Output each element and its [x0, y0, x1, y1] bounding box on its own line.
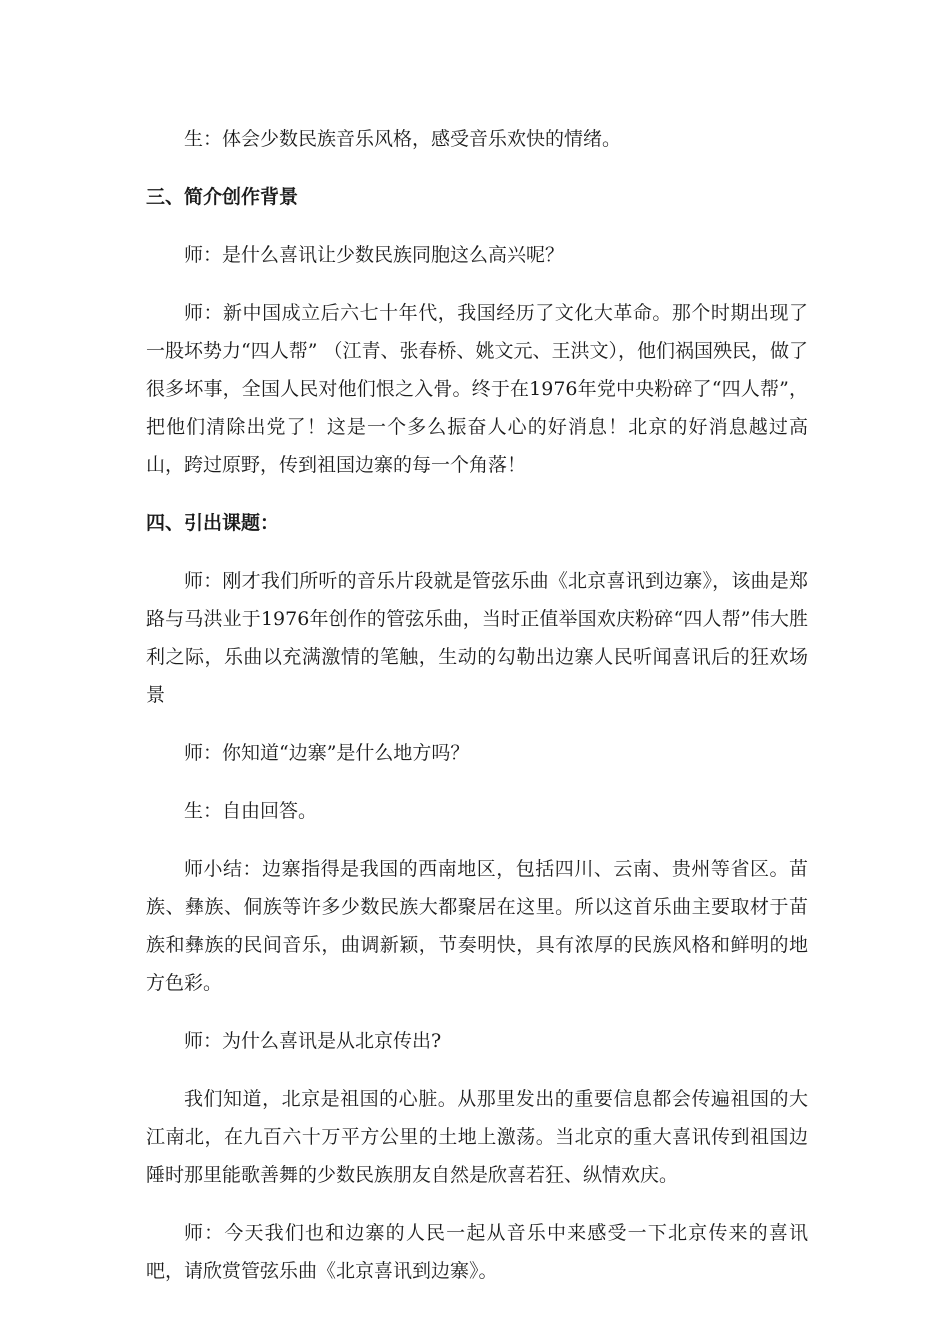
topic-intro-paragraph: 师：刚才我们所听的音乐片段就是管弦乐曲《北京喜讯到边寨》，该曲是郑路与马洪业于1976年创作的管弦乐曲，当时正值举国欢庆粉碎“四人帮”伟大胜利之际，乐曲以充满激情的笔触，生动的勾勒出边寨人民听闻喜讯后的狂欢场景 [146, 570, 808, 706]
teacher-question-paragraph: 师：为什么喜讯是从北京传出? [184, 1030, 442, 1052]
teacher-question-paragraph: 师：是什么喜讯让少数民族同胞这么高兴呢？ [184, 244, 565, 266]
section-heading-topic: 四、引出课题： [146, 512, 280, 534]
document-body [146, 120, 808, 1290]
background-paragraph: 师：新中国成立后六七十年代，我国经历了文化大革命。那个时期出现了一股坏势力“四人帮” （江青、张春桥、姚文元、王洪文），他们祸国殃民，做了很多坏事，全国人民对他们恨之入骨。终于在1976年党中央粉碎了“四人帮”，把他们清除出党了！这是一个多么振奋人心的好消息！北京的好消息越过高山，跨过原野，传到祖国边寨的每一个角落！ [146, 302, 808, 476]
section-heading-background: 三、简介创作背景 [146, 186, 299, 208]
student-response-paragraph: 生：自由回答。 [184, 800, 318, 822]
student-response-paragraph: 生：体会少数民族音乐风格，感受音乐欢快的情绪。 [184, 128, 622, 150]
explanation-paragraph: 我们知道，北京是祖国的心脏。从那里发出的重要信息都会传遍祖国的大江南北，在九百六十万平方公里的土地上激荡。当北京的重大喜讯传到祖国边陲时那里能歌善舞的少数民族朋友自然是欣喜若狂、纵情欢庆。 [146, 1088, 808, 1186]
closing-paragraph: 师：今天我们也和边寨的人民一起从音乐中来感受一下北京传来的喜讯吧，请欣赏管弦乐曲《北京喜讯到边寨》。 [146, 1222, 808, 1282]
teacher-question-paragraph: 师：你知道“边寨”是什么地方吗？ [184, 742, 470, 764]
teacher-summary-paragraph: 师小结：边寨指得是我国的西南地区，包括四川、云南、贵州等省区。苗族、彝族、侗族等许多少数民族大都聚居在这里。所以这首乐曲主要取材于苗族和彝族的民间音乐，曲调新颖，节奏明快，具有浓厚的民族风格和鲜明的地方色彩。 [146, 858, 808, 994]
